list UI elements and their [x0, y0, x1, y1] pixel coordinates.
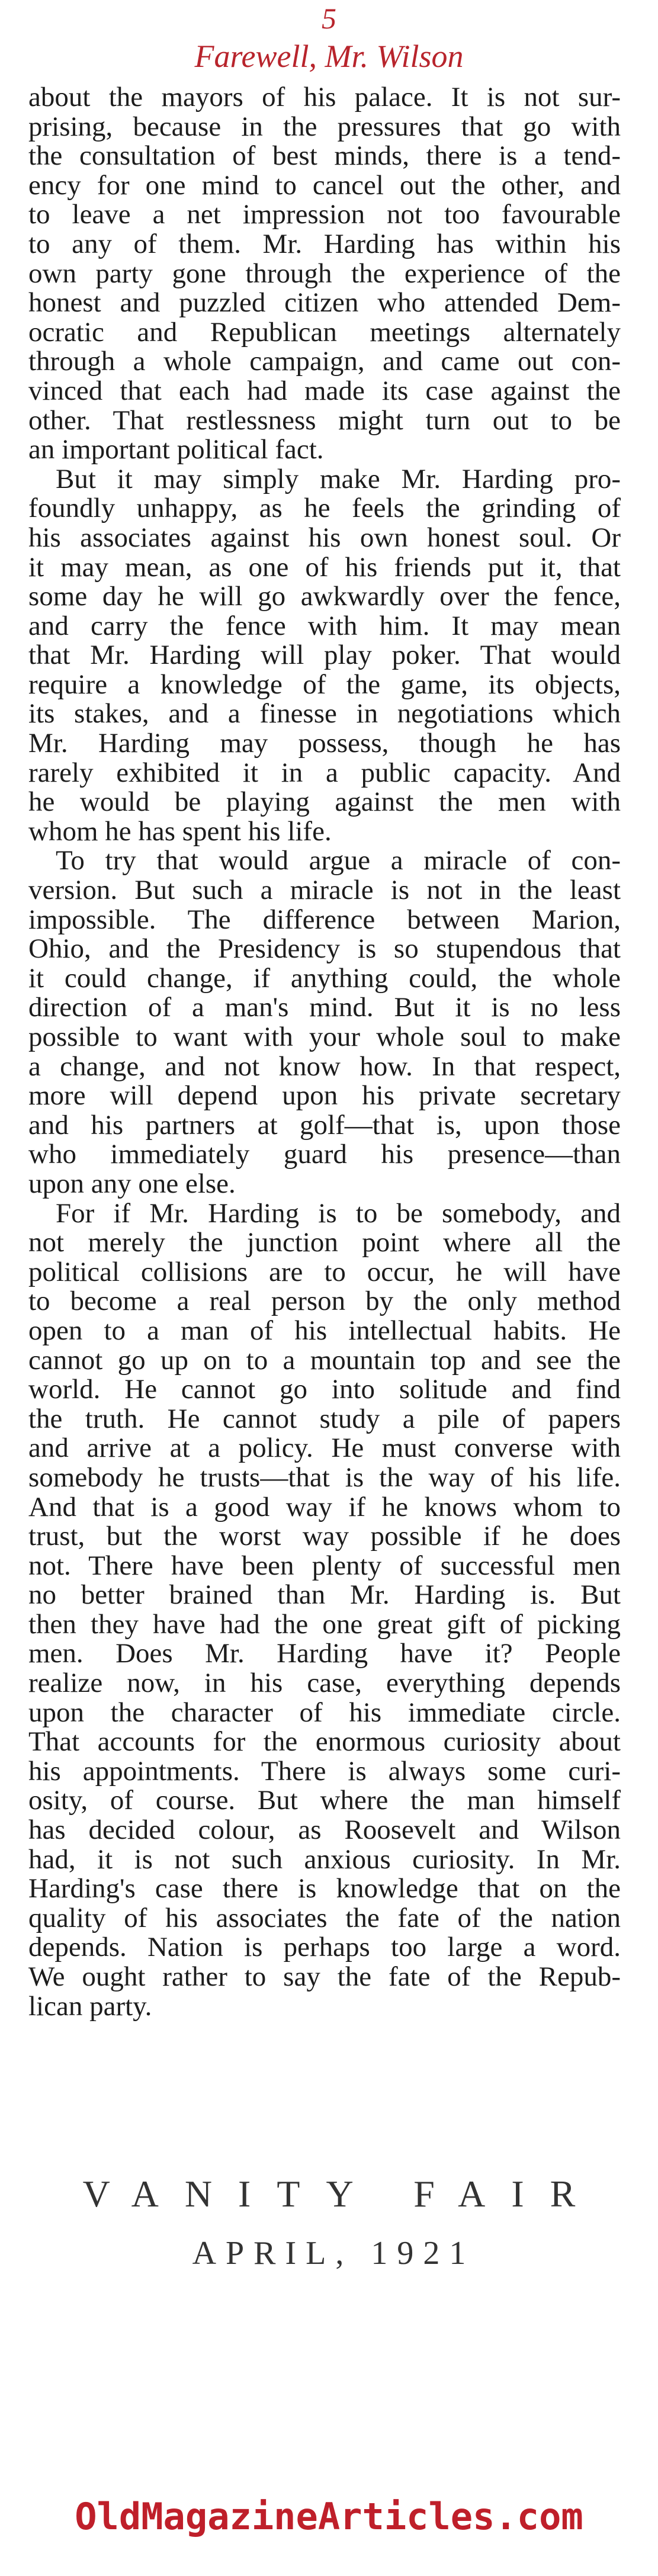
page-number: 5 [322, 2, 336, 35]
article-line: lican party. [28, 1990, 152, 2022]
article-line: who immediately guard his presence—than [28, 1139, 621, 1170]
article-line: require a knowledge of the game, its objects, [28, 669, 621, 700]
article-line: Mr. Harding may possess, though he has [28, 728, 621, 759]
article-line: open to a man of his intellectual habits. He [28, 1315, 621, 1346]
article-line: to leave a net impression not too favourable [28, 199, 621, 230]
article-line: not. There have been plenty of successful men [28, 1550, 621, 1581]
article-line: To try that would argue a miracle of con- [56, 845, 621, 876]
article-line: quality of his associates the fate of the nation [28, 1902, 621, 1933]
article-line: trust, but the worst way possible if he does [28, 1521, 621, 1552]
article-line: to any of them. Mr. Harding has within his [28, 228, 621, 259]
article-line: an important political fact. [28, 434, 324, 465]
article-line: impossible. The difference between Marion, [28, 904, 621, 935]
site-watermark: OldMagazineArticles.com [75, 2495, 583, 2538]
article-line: For if Mr. Harding is to be somebody, and [56, 1197, 621, 1229]
article-line: the consultation of best minds, there is a tend- [28, 140, 621, 172]
article-line: rarely exhibited it in a public capacity. And [28, 757, 621, 788]
article-line: ocratic and Republican meetings alternately [28, 316, 621, 348]
article-line: a change, and not know how. In that respect, [28, 1051, 621, 1082]
magazine-masthead: VANITY FAIR [82, 2173, 602, 2215]
article-line: honest and puzzled citizen who attended Dem- [28, 287, 621, 319]
article-line: and arrive at a policy. He must converse with [28, 1432, 621, 1464]
issue-date: APRIL, 1921 [192, 2235, 476, 2272]
article-line: that Mr. Harding will play poker. That would [28, 640, 621, 671]
article-line: not merely the junction point where all the [28, 1227, 621, 1258]
article-line: upon any one else. [28, 1168, 236, 1199]
article-line: had, it is not such anxious curiosity. In Mr. [28, 1843, 621, 1875]
article-line: men. Does Mr. Harding have it? People [28, 1638, 621, 1669]
article-line: depends. Nation is perhaps too large a word. [28, 1932, 621, 1963]
article-line: it could change, if anything could, the whole [28, 962, 621, 994]
article-line: somebody he trusts—that is the way of his life. [28, 1462, 621, 1493]
article-line: then they have had the one great gift of picking [28, 1608, 621, 1640]
article-line: realize now, in his case, everything depends [28, 1668, 621, 1699]
article-line: has decided colour, as Roosevelt and Wilson [28, 1814, 621, 1846]
article-line: prising, because in the pressures that go with [28, 111, 621, 142]
article-line: version. But such a miracle is not in the least [28, 875, 621, 906]
article-line: possible to want with your whole soul to make [28, 1022, 621, 1052]
article-line: own party gone through the experience of the [28, 258, 621, 289]
article-line: and carry the fence with him. It may mean [28, 610, 621, 641]
article-line: ency for one mind to cancel out the other, and [28, 169, 621, 201]
article-line: cannot go up on to a mountain top and see the [28, 1344, 621, 1376]
page-title: Farewell, Mr. Wilson [194, 38, 464, 74]
article-line: whom he has spent his life. [28, 815, 332, 847]
article-line: no better brained than Mr. Harding is. But [28, 1579, 621, 1611]
article-line: world. He cannot go into solitude and find [28, 1374, 621, 1405]
article-line: direction of a man's mind. But it is no less [28, 992, 621, 1023]
article-line: the truth. He cannot study a pile of papers [28, 1403, 621, 1434]
article-line: foundly unhappy, as he feels the grinding of [28, 493, 621, 524]
article-line: We ought rather to say the fate of the Repub- [28, 1961, 621, 1992]
article-line: vinced that each had made its case against the [28, 375, 621, 406]
article-line: his appointments. There is always some curi- [28, 1755, 621, 1787]
article-line: through a whole campaign, and came out con- [28, 346, 621, 377]
article-line: more will depend upon his private secretary [28, 1080, 621, 1112]
article-line: some day he will go awkwardly over the fence, [28, 581, 621, 612]
article-line: to become a real person by the only method [28, 1286, 621, 1317]
article-line: That accounts for the enormous curiosity about [28, 1726, 621, 1758]
article-line: osity, of course. But where the man himself [28, 1785, 621, 1816]
article-line: it may mean, as one of his friends put it, that [28, 551, 621, 583]
article-line: And that is a good way if he knows whom to [28, 1491, 621, 1523]
article-line: about the mayors of his palace. It is not sur- [28, 82, 621, 113]
article-line: Harding's case there is knowledge that on the [28, 1873, 621, 1904]
article-line: his associates against his own honest soul. Or [28, 522, 621, 553]
article-line: Ohio, and the Presidency is so stupendous that [28, 933, 621, 965]
article-line: its stakes, and a finesse in negotiations which [28, 698, 621, 730]
article-line: he would be playing against the men with [28, 786, 621, 818]
article-line: But it may simply make Mr. Harding pro- [56, 463, 621, 494]
article-line: upon the character of his immediate circle. [28, 1697, 621, 1728]
article-body [28, 83, 621, 2021]
article-line: political collisions are to occur, he will have [28, 1256, 621, 1287]
article-line: and his partners at golf—that is, upon those [28, 1109, 621, 1141]
article-line: other. That restlessness might turn out to be [28, 404, 621, 436]
